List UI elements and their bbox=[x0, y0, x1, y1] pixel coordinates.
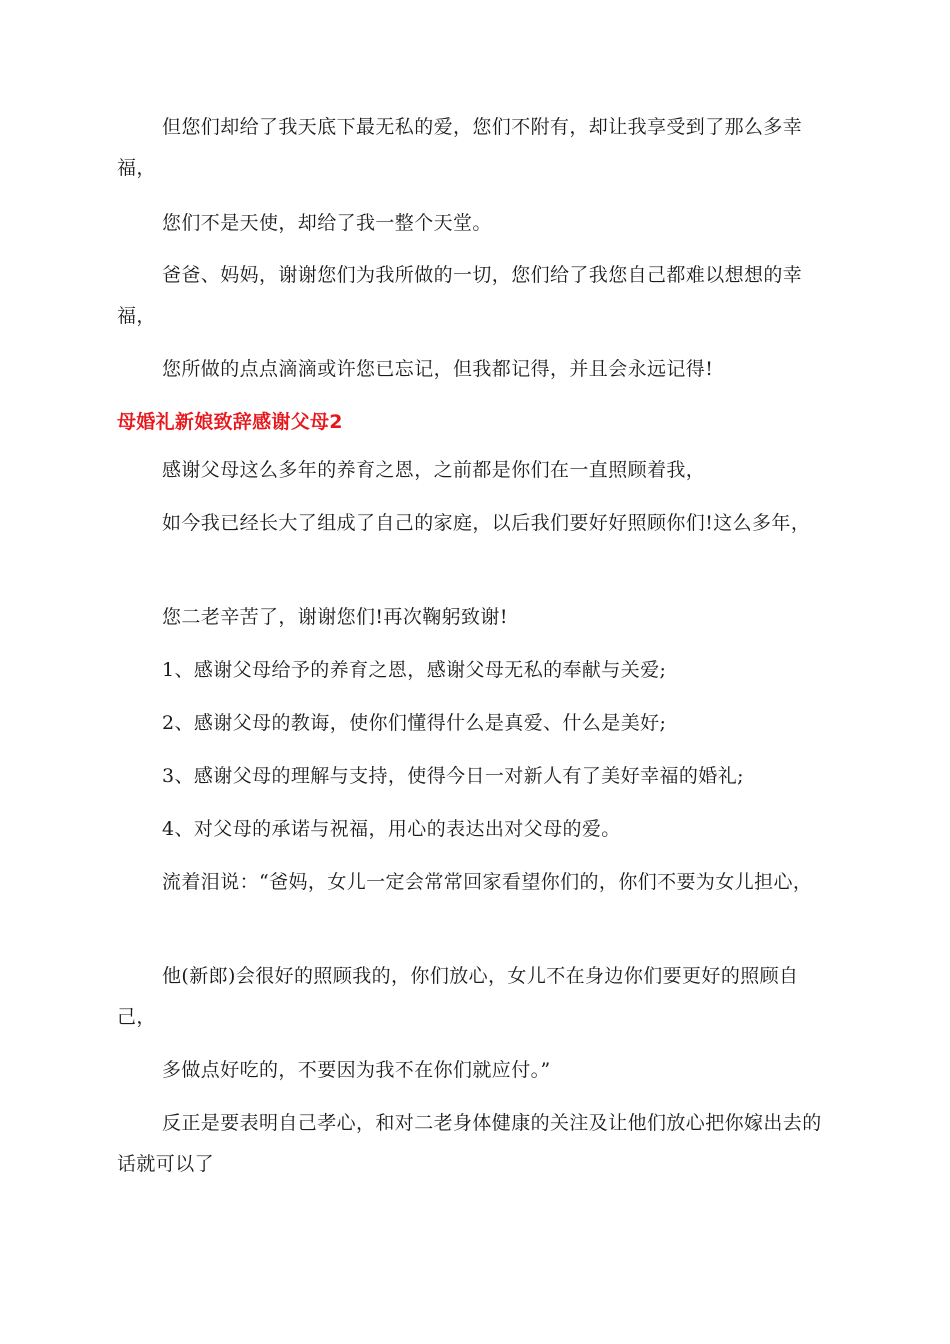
paragraph: 感谢父母这么多年的养育之恩，之前都是你们在一直照顾着我， bbox=[162, 459, 706, 481]
paragraph: 反正是要表明自己孝心，和对二老身体健康的关注及让他们放心把你嫁出去的话就可以了 bbox=[117, 1112, 822, 1175]
list-item: 1、感谢父母给予的养育之恩，感谢父母无私的奉献与关爱; bbox=[162, 659, 667, 681]
paragraph: 如今我已经长大了组成了自己的家庭，以后我们要好好照顾你们!这么多年， bbox=[162, 512, 811, 534]
paragraph: 爸爸、妈妈，谢谢您们为我所做的一切，您们给了我您自己都难以想想的幸福， bbox=[117, 264, 803, 327]
section-heading: 母婚礼新娘致辞感谢父母2 bbox=[117, 411, 343, 433]
paragraph: 流着泪说：“爸妈，女儿一定会常常回家看望你们的，你们不要为女儿担心， bbox=[162, 871, 813, 893]
list-item: 3、感谢父母的理解与支持，使得今日一对新人有了美好幸福的婚礼; bbox=[162, 765, 744, 787]
list-item: 2、感谢父母的教诲，使你们懂得什么是真爱、什么是美好; bbox=[162, 712, 667, 734]
list-item: 4、对父母的承诺与祝福，用心的表达出对父母的爱。 bbox=[162, 818, 621, 840]
paragraph: 他(新郎)会很好的照顾我的，你们放心，女儿不在身边你们要更好的照顾自己， bbox=[117, 965, 799, 1028]
paragraph: 您所做的点点滴滴或许您已忘记，但我都记得，并且会永远记得! bbox=[162, 358, 714, 380]
paragraph: 多做点好吃的，不要因为我不在你们就应付。” bbox=[162, 1059, 551, 1081]
paragraph: 但您们却给了我天底下最无私的爱，您们不附有，却让我享受到了那么多幸福， bbox=[117, 116, 803, 179]
paragraph: 您二老辛苦了，谢谢您们!再次鞠躬致谢! bbox=[162, 606, 508, 628]
paragraph: 您们不是天使，却给了我一整个天堂。 bbox=[162, 212, 492, 234]
